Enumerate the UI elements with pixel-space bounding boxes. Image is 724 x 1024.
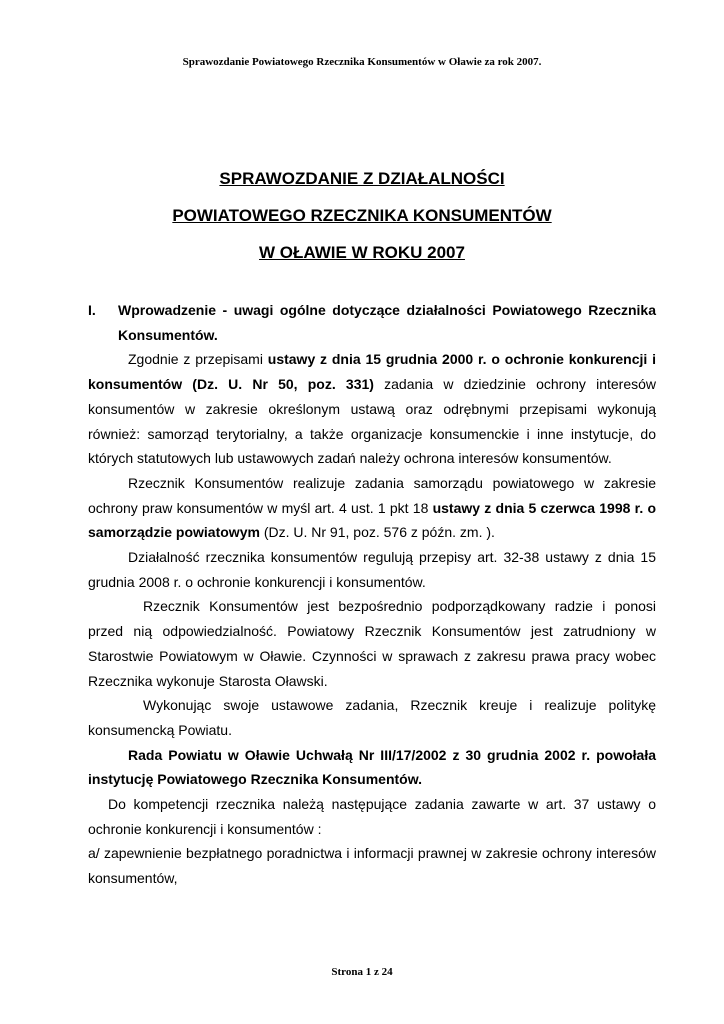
paragraph-2-text-c: (Dz. U. Nr 91, poz. 576 z późn. zm. ). (259, 524, 495, 541)
paragraph-5: Wykonując swoje ustawowe zadania, Rzecznik kreuje i realizuje politykę konsumencką Powiatu. (88, 697, 656, 738)
title-line-3: W OŁAWIE W ROKU 2007 (259, 243, 465, 262)
document-title (0, 160, 724, 271)
paragraph-6-bold: Rada Powiatu w Oławie Uchwałą Nr III/17/2002 z 30 grudnia 2002 r. powołała instytucję Powiatowego Rzecznika Konsumentów. (88, 746, 656, 788)
paragraph-4: Rzecznik Konsumentów jest bezpośrednio podporządkowany radzie i ponosi przed nią odpowiedzialność. Powiatowy Rzecznik Konsumentów jest zatrudniony w Starostwie Powiatowym w Oławie. Czynności w sprawach z zakresu prawa pracy wobec Rzecznika wykonuje Starosta Oławski. (88, 598, 656, 689)
document-body (88, 298, 656, 891)
paragraph-1-bold: ustawy z dnia 15 grudnia 2000 r. o ochronie konkurencji i konsumentów (Dz. U. Nr 50, poz. 331) (88, 351, 657, 393)
footer-prefix: Strona (331, 966, 366, 978)
paragraph-1-text-a: Zgodnie z przepisami (128, 351, 268, 368)
page-footer (0, 966, 724, 978)
footer-total-pages: 24 (381, 966, 393, 978)
section-title: Wprowadzenie - uwagi ogólne dotyczące działalności Powiatowego Rzecznika Konsumentów. (118, 302, 656, 343)
running-header: Sprawozdanie Powiatowego Rzecznika Konsumentów w Oławie za rok 2007. (182, 56, 542, 68)
paragraph-2-text-a: Rzecznik Konsumentów realizuje zadania samorządu powiatowego w zakresie ochrony praw konsumentów w myśl art. 4 ust. 1 pkt 18 (88, 474, 656, 516)
footer-separator: z (371, 966, 382, 978)
paragraph-6 (88, 743, 656, 792)
section-number: I. (88, 302, 96, 318)
footer-current-page: 1 (365, 966, 372, 978)
paragraph-3: Działalność rzecznika konsumentów regulują przepisy art. 32-38 ustawy z dnia 15 grudnia 2008 r. o ochronie konkurencji i konsumentów. (88, 549, 656, 590)
paragraph-7: Do kompetencji rzecznika należą następujące zadania zawarte w art. 37 ustawy o ochronie konkurencji i konsumentów : (88, 796, 656, 837)
title-line-2: POWIATOWEGO RZECZNIKA KONSUMENTÓW (172, 206, 552, 225)
section-heading (88, 298, 656, 347)
paragraph-2 (88, 471, 656, 545)
paragraph-8: a/ zapewnienie bezpłatnego poradnictwa i informacji prawnej w zakresie ochrony interesów konsumentów, (88, 845, 656, 887)
title-line-1: SPRAWOZDANIE Z DZIAŁALNOŚCI (219, 169, 505, 188)
paragraph-1 (88, 347, 656, 471)
paragraph-2-bold: ustawy z dnia 5 czerwca 1998 r. o samorządzie powiatowym (88, 499, 656, 541)
paragraph-1-text-c: zadania w dziedzinie ochrony interesów konsumentów w zakresie określonym ustawą oraz odrębnymi przepisami wykonują również: samorząd terytorialny, a także organizacje konsumenckie i inne instytucje, do których statutowych lub ustawowych zadań należy ochrona interesów konsumentów. (88, 376, 656, 467)
